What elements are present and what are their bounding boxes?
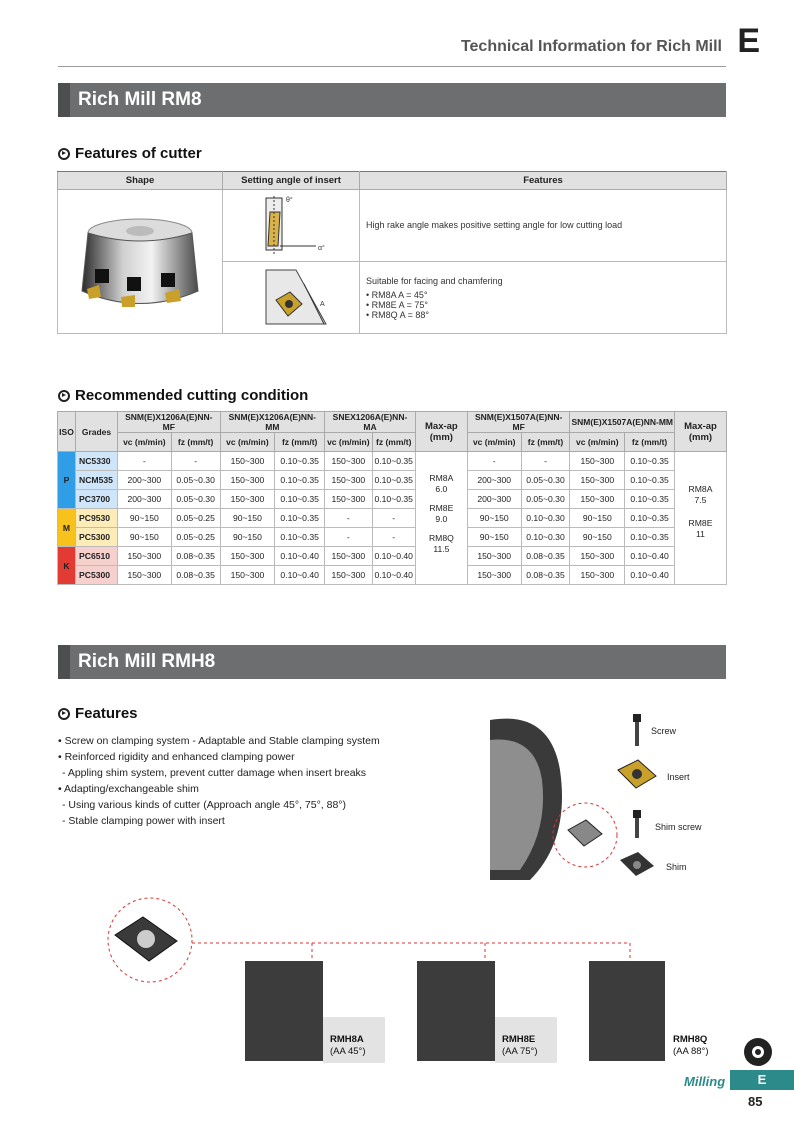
list-item: • Reinforced rigidity and enhanced clamping power [58,751,295,763]
feature-text-2: Suitable for facing and chamfering • RM8A A = 45° • RM8E A = 75° • RM8Q A = 88° [360,262,727,334]
table-cell: 0.08~0.35 [171,547,220,566]
features-of-cutter-table [57,171,727,334]
header-rule [58,66,726,67]
table-cell: 0.10~0.35 [372,452,415,471]
col-iso: ISO [58,412,76,452]
table-cell: 0.10~0.30 [521,509,570,528]
insert-group-3: SNEX1206A(E)NN-MA [325,412,416,433]
table-cell: 150~300 [220,566,275,585]
features-list [58,733,380,829]
table-cell: 150~300 [220,452,275,471]
table-cell: 0.10~0.40 [372,566,415,585]
setting-angle-diagram-1 [223,190,360,262]
table-cell: 150~300 [467,547,521,566]
footer-section-label: Milling [684,1074,726,1089]
section-bar-rm8 [58,83,726,117]
table-cell: 150~300 [118,547,172,566]
cutting-condition-table: ISO Grades SNM(E)X1206A(E)NN-MF SNM(E)X1206A(E)NN-MM SNEX1206A(E)NN-MA Max-ap (mm) SNM(E)X1507A(E)NN-MF SNM(E)X1507A(E)NN-MM Max-ap (mm) vc (m/min) fz (mm/t) vc (m/min) fz (mm/t) vc (m/min) fz (mm/t) vc (m/min) fz (mm/t) vc (m/min) fz (mm/t) P NC5330 - - 150~300 0.10~0.35 150~300 0.10~0.35 RM8A 6.0 RM8E 9.0 RM8Q 11.5 - - 150~300 0.10~0.35 RM8A 7.5 RM8E 11 NCM535 200~300 0.05~0.30 150~300 0.10~0.35 150~300 0.10~0.35 200~300 0.05~0.30 150~300 0.10~0.35 PC3700 200~300 0.05~0.30 150~300 0.10~0.35 150~300 0.10~0.35 200~300 0.05~0.30 150~300 0.10~0.35 M PC9530 90~150 0.05~0.25 90~150 0.10~0.35 - - 90~150 0.10~0.30 90~150 0.10~0.35 PC5300 90~150 0.05~0.25 90~150 0.10~0.35 - - 90~150 0.10~0.30 90~150 0.10~0.35 K PC6510 150~300 0.08~0.35 150~300 0.10~0.40 150~300 0.10~0.40 150~300 0.08~0.35 150~300 0.10~0.40 PC5300 150~300 0.08~0.35 150~300 0.10~0.40 150~300 0.10~0.40 150~300 0.08~0.35 150~300 0.10~0.40 [57,411,727,585]
footer-chapter-tab: E [730,1070,794,1090]
table-row [58,490,727,509]
iso-cell: P [58,452,76,509]
table-cell: 0.10~0.35 [372,490,415,509]
table-cell: 150~300 [220,547,275,566]
model-rmh8a: RMH8A (AA 45°) [330,1034,366,1057]
table-cell: 0.08~0.35 [521,566,570,585]
table-cell: - [118,452,172,471]
table-cell: 150~300 [325,471,372,490]
a-label: A [320,300,325,308]
table-cell: 150~300 [570,490,625,509]
table-cell: - [325,509,372,528]
features-of-cutter-heading: Features of cutter [58,145,202,162]
table-cell: 150~300 [467,566,521,585]
list-item: • Adapting/exchangeable shim [58,783,199,795]
table-cell: 0.10~0.35 [275,490,325,509]
table-row [58,509,727,528]
grade-cell: PC9530 [76,509,118,528]
iso-cell: K [58,547,76,585]
table-row [58,528,727,547]
grade-cell: PC5300 [76,566,118,585]
theta-label: θ° [286,196,293,204]
chapter-letter: E [737,22,760,60]
table-cell: 0.10~0.35 [625,509,675,528]
insert-group-4: SNM(E)X1507A(E)NN-MF [467,412,570,433]
table-cell: 0.10~0.35 [275,471,325,490]
table-cell: 0.10~0.40 [275,566,325,585]
table-cell: 0.10~0.40 [372,547,415,566]
arrow-circle-icon [58,148,70,160]
col-grades: Grades [76,412,118,452]
model-rmh8e: RMH8E (AA 75°) [502,1034,538,1057]
list-item: - Using various kinds of cutter (Approach angle 45°, 75°, 88°) [62,799,346,811]
col-features: Features [360,172,727,190]
table-cell: - [372,528,415,547]
col-maxap-1: Max-ap (mm) [415,412,467,452]
clamping-system-illustration [490,710,730,890]
table-cell: 0.05~0.25 [171,528,220,547]
table-cell: 0.10~0.35 [625,528,675,547]
table-cell: 150~300 [325,547,372,566]
recommended-heading: Recommended cutting condition [58,387,308,404]
table-cell: 0.10~0.35 [275,452,325,471]
table-cell: 0.10~0.35 [625,452,675,471]
table-cell: 90~150 [570,509,625,528]
col-maxap-2: Max-ap (mm) [675,412,727,452]
page-header-title: Technical Information for Rich Mill [460,38,722,55]
maxap-cell-2: RM8A 7.5 RM8E 11 [675,452,727,585]
table-cell: 150~300 [570,452,625,471]
table-cell: 90~150 [467,509,521,528]
table-cell: 200~300 [467,490,521,509]
table-cell: - [372,509,415,528]
alpha-label: α° [318,244,325,252]
grade-cell: PC6510 [76,547,118,566]
table-cell: 0.05~0.30 [171,471,220,490]
table-cell: 90~150 [220,509,275,528]
section-bar-rmh8 [58,645,726,679]
table-cell: 0.10~0.35 [372,471,415,490]
list-item: - Appling shim system, prevent cutter damage when insert breaks [62,767,367,779]
table-cell: 200~300 [467,471,521,490]
model-rmh8q: RMH8Q (AA 88°) [673,1034,709,1057]
table-cell: 150~300 [220,471,275,490]
table-cell: 150~300 [118,566,172,585]
table-cell: 150~300 [325,452,372,471]
grade-cell: PC3700 [76,490,118,509]
grade-cell: NCM535 [76,471,118,490]
shim-models-illustration [105,895,665,1065]
table-cell: 0.05~0.25 [171,509,220,528]
list-item: - Stable clamping power with insert [62,815,225,827]
table-cell: 0.08~0.35 [521,547,570,566]
section-title-rmh8: Rich Mill RMH8 [78,651,216,672]
table-cell: 0.10~0.35 [625,490,675,509]
table-cell: 0.08~0.35 [171,566,220,585]
table-row [58,547,727,566]
list-item: • Screw on clamping system - Adaptable and Stable clamping system [58,735,380,747]
table-cell: 0.10~0.30 [521,528,570,547]
table-cell: 90~150 [220,528,275,547]
screw-callout: Screw [651,726,677,736]
table-cell: 150~300 [570,566,625,585]
table-row [58,452,727,471]
table-cell: 150~300 [570,547,625,566]
grade-cell: NC5330 [76,452,118,471]
table-cell: 90~150 [570,528,625,547]
table-cell: 0.10~0.35 [275,509,325,528]
shim-screw-callout: Shim screw [655,822,702,832]
table-cell: 0.10~0.40 [625,566,675,585]
table-cell: - [467,452,521,471]
col-shape: Shape [58,172,223,190]
insert-callout: Insert [667,772,690,782]
table-cell: 0.05~0.30 [521,471,570,490]
table-cell: - [521,452,570,471]
table-cell: 90~150 [467,528,521,547]
page-number: 85 [748,1094,763,1109]
table-cell: 0.05~0.30 [171,490,220,509]
table-cell: 90~150 [118,528,172,547]
table-row [58,566,727,585]
section-title-rm8: Rich Mill RM8 [78,89,202,110]
iso-cell: M [58,509,76,547]
table-cell: 0.10~0.40 [275,547,325,566]
shim-callout: Shim [666,862,687,872]
maxap-cell-1: RM8A 6.0 RM8E 9.0 RM8Q 11.5 [415,452,467,585]
arrow-circle-icon [58,708,70,720]
table-cell: - [325,528,372,547]
setting-angle-diagram-2 [223,262,360,334]
features-heading: Features [58,705,138,722]
insert-group-2: SNM(E)X1206A(E)NN-MM [220,412,324,433]
table-cell: 0.10~0.35 [275,528,325,547]
table-cell: 200~300 [118,471,172,490]
table-cell: 150~300 [570,471,625,490]
col-setting-angle: Setting angle of insert [223,172,360,190]
table-row [58,471,727,490]
table-cell: 0.10~0.40 [625,547,675,566]
feature-text-1: High rake angle makes positive setting angle for low cutting load [360,190,727,262]
cutter-shape-image [58,190,223,334]
cutter-body-icon [65,201,215,321]
table-cell: 150~300 [325,566,372,585]
table-cell: 150~300 [325,490,372,509]
table-cell: 150~300 [220,490,275,509]
table-cell: 200~300 [118,490,172,509]
table-cell: 90~150 [118,509,172,528]
insert-group-1: SNM(E)X1206A(E)NN-MF [118,412,221,433]
arrow-circle-icon [58,390,70,402]
table-cell: 0.10~0.35 [625,471,675,490]
grade-cell: PC5300 [76,528,118,547]
table-cell: 0.05~0.30 [521,490,570,509]
milling-cutter-icon [742,1036,774,1068]
table-cell: - [171,452,220,471]
insert-group-5: SNM(E)X1507A(E)NN-MM [570,412,675,433]
